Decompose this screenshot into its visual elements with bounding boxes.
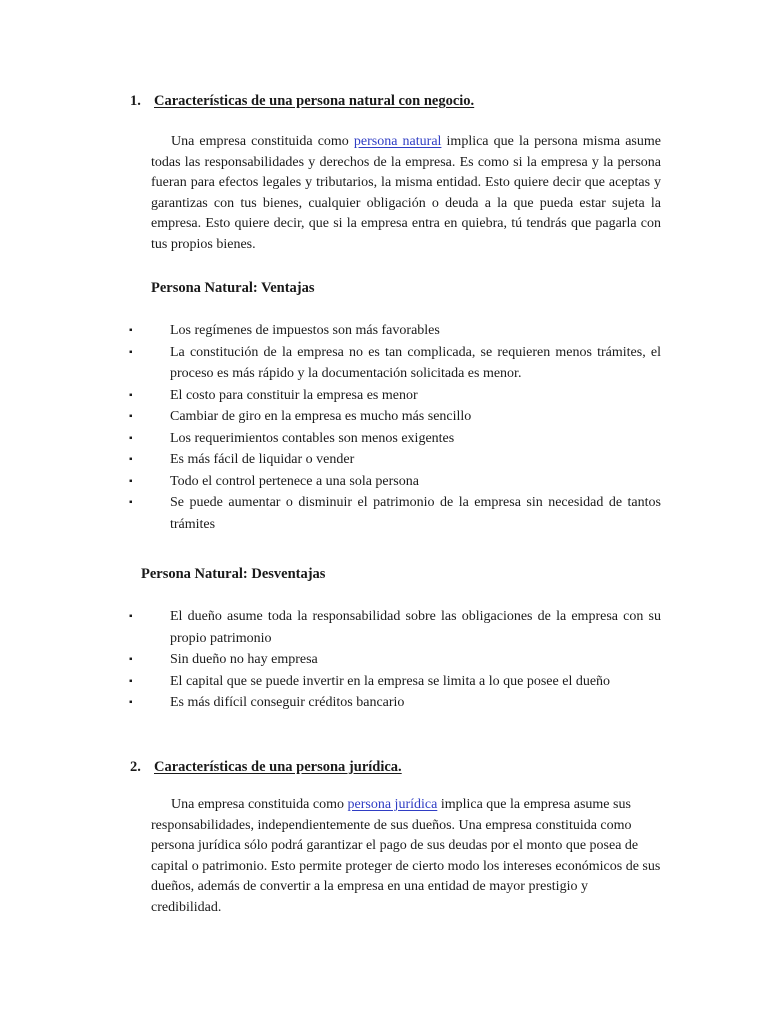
list-item: ▪ El capital que se puede invertir en la empresa se limita a lo que posee el dueño xyxy=(150,671,661,693)
section-2-number: 2. xyxy=(130,759,141,775)
ventajas-list xyxy=(129,320,661,535)
bullet-icon: ▪ xyxy=(129,411,133,422)
bullet-icon: ▪ xyxy=(129,454,133,465)
bullet-icon: ▪ xyxy=(129,654,133,665)
section-1-text-after: implica que la persona misma asume todas las responsabilidades y derechos de la empresa. Es como si la empresa y la persona fueran para efectos legales y tributarios, la misma entidad. Esto quiere decir que aceptas y garantizas con tus bienes, cualquier obligación o deuda a la que pueda estar sujeta la empresa. Esto quiere decir, que si la empresa entra en quiebra, tú tendrás que pagarla con tus propios bienes. xyxy=(151,134,661,252)
bullet-icon: ▪ xyxy=(129,325,133,336)
persona-natural-link[interactable]: persona natural xyxy=(353,134,442,149)
persona-juridica-link[interactable]: persona jurídica xyxy=(347,797,438,812)
list-item: ▪ Es más difícil conseguir créditos bancario xyxy=(150,692,661,714)
bullet-icon: ▪ xyxy=(129,432,133,444)
list-item: ▪ Se puede aumentar o disminuir el patrimonio de la empresa sin necesidad de tantos trámites xyxy=(150,492,661,535)
bullet-icon: ▪ xyxy=(129,389,133,401)
ventajas-title: Persona Natural: Ventajas xyxy=(151,280,315,296)
section-2-paragraph xyxy=(151,795,661,918)
section-1-paragraph xyxy=(151,132,661,255)
section-2-heading xyxy=(130,757,402,778)
section-2-text-before: Una empresa constituida como xyxy=(171,797,348,812)
bullet-icon: ▪ xyxy=(129,497,133,508)
list-item: ▪ Todo el control pertenece a una sola persona xyxy=(150,471,661,493)
bullet-icon: ▪ xyxy=(129,611,133,622)
desventajas-title: Persona Natural: Desventajas xyxy=(141,566,326,582)
list-item: ▪ Los regímenes de impuestos son más favorables xyxy=(150,320,661,342)
list-item: ▪ La constitución de la empresa no es tan complicada, se requieren menos trámites, el proceso es más rápido y la documentación solicitada es menor. xyxy=(150,342,661,385)
list-item: ▪ El dueño asume toda la responsabilidad sobre las obligaciones de la empresa con su propio patrimonio xyxy=(150,606,661,649)
section-2-text-after: implica que la empresa asume sus responsabilidades, independientemente de sus dueños. Una empresa constituida como persona jurídica sólo podrá garantizar el pago de sus deudas por el monto que posea de capital o patrimonio. Esto permite proteger de cierto modo los intereses económicos de sus dueños, además de convertir a la empresa en una entidad de mayor prestigio y credibilidad. xyxy=(151,797,661,915)
list-item: ▪ Los requerimientos contables son menos exigentes xyxy=(150,428,661,450)
section-1-text-before: Una empresa constituida como xyxy=(171,134,354,149)
list-item: ▪ Sin dueño no hay empresa xyxy=(150,649,661,671)
list-item: ▪ Cambiar de giro en la empresa es mucho más sencillo xyxy=(150,406,661,428)
section-1-number: 1. xyxy=(130,93,141,109)
section-2-title: Características de una persona jurídica. xyxy=(154,759,402,775)
section-1-title: Características de una persona natural con negocio. xyxy=(154,93,475,109)
bullet-icon: ▪ xyxy=(129,346,133,358)
list-item: ▪ Es más fácil de liquidar o vender xyxy=(150,449,661,471)
section-1-heading xyxy=(130,91,474,112)
bullet-icon: ▪ xyxy=(129,475,133,487)
desventajas-list xyxy=(129,606,661,714)
list-item: ▪ El costo para constituir la empresa es menor xyxy=(150,385,661,407)
bullet-icon: ▪ xyxy=(129,697,133,708)
bullet-icon: ▪ xyxy=(129,675,133,687)
